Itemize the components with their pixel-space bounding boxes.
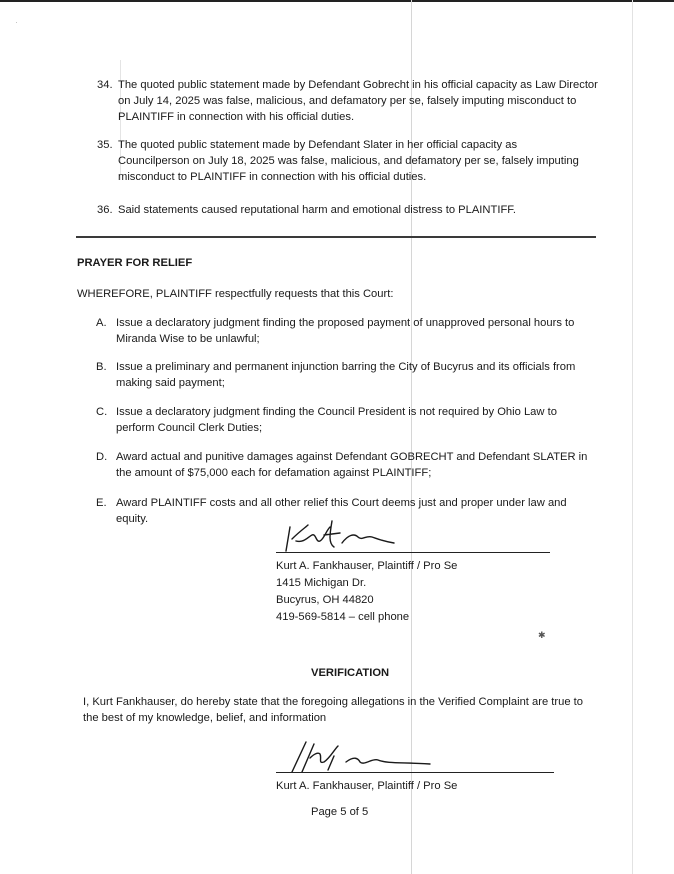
signer-phone: 419-569-5814 – cell phone — [276, 611, 410, 623]
relief-text: Issue a declaratory judgment finding the Council President is not required by Ohio Law to perform Council Clerk Duties; — [116, 406, 557, 434]
allegation-text: Said statements caused reputational harm and emotional distress to PLAINTIFF. — [118, 204, 516, 216]
section-divider — [76, 236, 596, 238]
allegation-text: The quoted public statement made by Defendant Gobrecht in his official capacity as Law Director on July 14, 2025 was false, malicious, and defamatory per se, falsely imputing misconduct to PLAINTIFF in connection with his official duties. — [118, 79, 598, 123]
scan-speck: · — [15, 17, 18, 27]
relief-text: Award actual and punitive damages against Defendant GOBRECHT and Defendant SLATER in the amount of $75,000 each for defamation against PLAINTIFF; — [116, 451, 588, 479]
allegation-number: 35. — [97, 139, 113, 151]
relief-text: Award PLAINTIFF costs and all other relief this Court deems just and proper under law and equity. — [116, 497, 567, 525]
verification-signature — [284, 736, 434, 776]
scan-fold-line — [632, 0, 633, 874]
relief-letter: D. — [96, 451, 108, 463]
scan-speck: ✱ — [538, 630, 546, 640]
verification-heading: VERIFICATION — [311, 667, 390, 679]
signature-line — [276, 552, 550, 553]
relief-letter: E. — [96, 497, 107, 509]
signer-address-street: 1415 Michigan Dr. — [276, 577, 367, 589]
prayer-intro: WHEREFORE, PLAINTIFF respectfully requests that this Court: — [77, 288, 394, 300]
allegation-number: 34. — [97, 79, 113, 91]
page-number: Page 5 of 5 — [311, 806, 369, 818]
allegation-number: 36. — [97, 204, 113, 216]
signer-address-city: Bucyrus, OH 44820 — [276, 594, 374, 606]
verification-signature-line — [276, 772, 554, 773]
relief-letter: B. — [96, 361, 107, 373]
relief-text: Issue a declaratory judgment finding the proposed payment of unapproved personal hours to Miranda Wise to be unlawful; — [116, 317, 575, 345]
signer-name: Kurt A. Fankhauser, Plaintiff / Pro Se — [276, 560, 458, 572]
relief-letter: A. — [96, 317, 107, 329]
verification-signer: Kurt A. Fankhauser, Plaintiff / Pro Se — [276, 780, 458, 792]
page-top-edge — [0, 0, 674, 2]
relief-letter: C. — [96, 406, 108, 418]
handwritten-signature — [282, 513, 402, 555]
verification-text: I, Kurt Fankhauser, do hereby state that the foregoing allegations in the Verified Complaint are true to the best of my knowledge, belief, and information — [83, 696, 584, 724]
prayer-heading: PRAYER FOR RELIEF — [77, 257, 193, 269]
allegation-text: The quoted public statement made by Defendant Slater in her official capacity as Councilperson on July 18, 2025 was false, malicious, and defamatory per se, falsely imputing misconduct to PLAINTIFF in connection with his official duties. — [118, 139, 579, 183]
relief-text: Issue a preliminary and permanent injunction barring the City of Bucyrus and its officials from making said payment; — [116, 361, 576, 389]
